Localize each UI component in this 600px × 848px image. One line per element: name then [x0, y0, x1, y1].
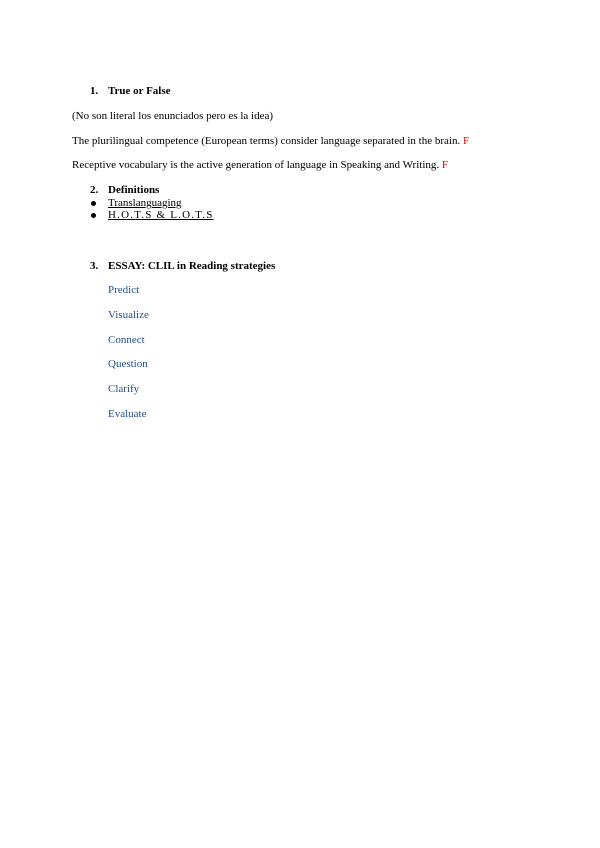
- statement-2-answer: F: [441, 159, 448, 171]
- section1-heading: True or False: [108, 85, 171, 97]
- strategy-clarify: Clarify: [108, 383, 140, 395]
- bullet-icon: [91, 201, 96, 206]
- strategy-visualize: Visualize: [108, 309, 149, 321]
- strategy-predict: Predict: [108, 284, 140, 296]
- section3-heading: ESSAY: CLIL in Reading strategies: [108, 260, 276, 272]
- strategy-connect: Connect: [108, 334, 145, 346]
- statement-1-text: The plurilingual competence (European terms) consider language separated in the brain.: [72, 135, 461, 147]
- statement-2-text: Receptive vocabulary is the active generation of language in Speaking and Writing.: [72, 159, 440, 171]
- statement-2: [72, 158, 448, 172]
- section2-heading: Definitions: [108, 184, 160, 196]
- statement-1: [72, 134, 469, 148]
- strategy-evaluate: Evaluate: [108, 408, 147, 420]
- bullet-icon: [91, 213, 96, 218]
- section2-number: 2.: [90, 184, 99, 196]
- section3-number: 3.: [90, 260, 99, 272]
- section1-note: (No son literal los enunciados pero es la idea): [72, 110, 273, 122]
- statement-1-answer: F: [462, 135, 470, 147]
- definition-item-2: H.O.T.S & L.O.T.S: [108, 209, 214, 221]
- section1-number: 1.: [90, 85, 99, 97]
- definition-item-1: Translanguaging: [108, 197, 182, 209]
- strategy-question: Question: [108, 358, 148, 370]
